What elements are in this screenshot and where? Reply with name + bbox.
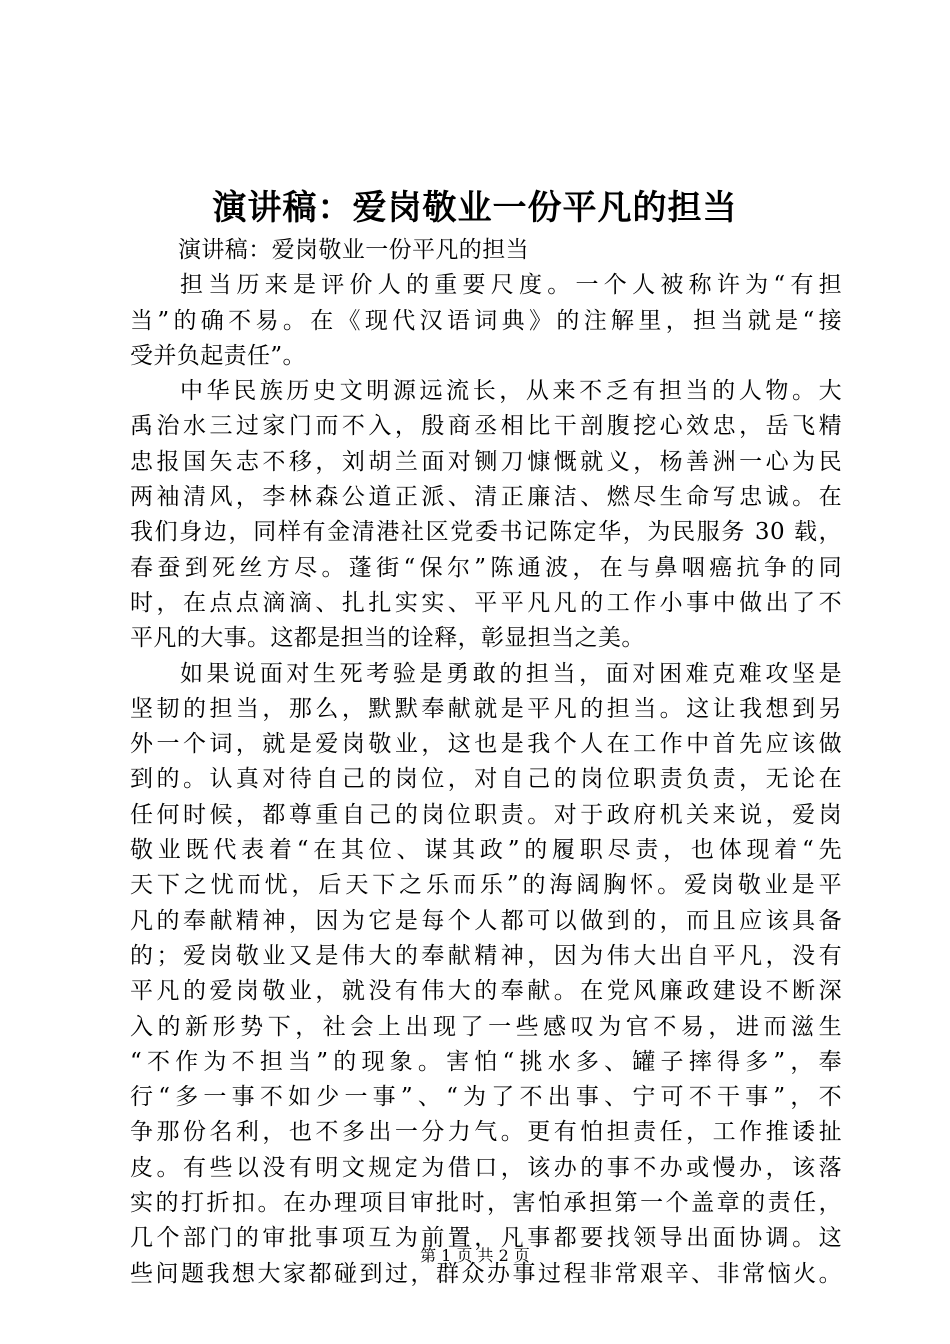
paragraph-line: 凡的奉献精神，因为它是每个人都可以做到的，而且应该具备: [130, 907, 842, 934]
paragraph-line: 时，在点点滴滴、扎扎实实、平平凡凡的工作小事中做出了不: [130, 589, 842, 616]
paragraph-line: 任何时候，都尊重自己的岗位职责。对于政府机关来说，爱岗: [130, 801, 842, 828]
page-number-footer: 第 1 页 共 2 页: [420, 1246, 530, 1265]
paragraph-line: 中华民族历史文明源远流长，从来不乏有担当的人物。大: [180, 378, 842, 405]
paragraph-line: 实的打折扣。在办理项目审批时，害怕承担第一个盖章的责任，: [130, 1190, 842, 1217]
paragraph-line: 皮。有些以没有明文规定为借口，该办的事不办或慢办，该落: [130, 1154, 842, 1181]
paragraph-line: 坚韧的担当，那么，默默奉献就是平凡的担当。这让我想到另: [130, 695, 842, 722]
paragraph-line: 到的。认真对待自己的岗位，对自己的岗位职责负责，无论在: [130, 766, 842, 793]
paragraph-line: 平凡的爱岗敬业，就没有伟大的奉献。在党风廉政建设不断深: [130, 978, 842, 1005]
paragraph-line: 几个部门的审批事项互为前置，凡事都要找领导出面协调。这: [130, 1225, 842, 1252]
paragraph-line: 如果说面对生死考验是勇敢的担当，面对困难克难攻坚是: [180, 660, 842, 687]
paragraph-line: “不作为不担当”的现象。害怕“挑水多、罐子摔得多”，奉: [130, 1048, 842, 1075]
subtitle-line: 演讲稿：爱岗敬业一份平凡的担当: [178, 237, 529, 263]
paragraph-line: 忠报国矢志不移，刘胡兰面对铡刀慷慨就义，杨善洲一心为民: [130, 448, 842, 475]
paragraph-line: 我们身边，同样有金清港社区党委书记陈定华，为民服务 30 载，: [130, 519, 842, 546]
paragraph-line: 春蚕到死丝方尽。蓬街“保尔”陈通波，在与鼻咽癌抗争的同: [130, 554, 842, 581]
paragraph-line: 行“多一事不如少一事”、“为了不出事、宁可不干事”，不: [130, 1084, 842, 1111]
paragraph-line: 两袖清风，李林森公道正派、清正廉洁、燃尽生命写忠诚。在: [130, 484, 842, 511]
paragraph-line: 外一个词，就是爱岗敬业，这也是我个人在工作中首先应该做: [130, 731, 842, 758]
paragraph-line: 敬业既代表着“在其位、谋其政”的履职尽责，也体现着“先: [130, 837, 842, 864]
paragraph-line: 平凡的大事。这都是担当的诠释，彰显担当之美。: [130, 625, 645, 652]
paragraph-line: 受并负起责任”。: [130, 342, 306, 369]
paragraph-line: 禹治水三过家门而不入，殷商丞相比干剖腹挖心效忠，岳飞精: [130, 413, 842, 440]
paragraph-line: 的；爱岗敬业又是伟大的奉献精神，因为伟大出自平凡，没有: [130, 942, 842, 969]
paragraph-line: 天下之忧而忧，后天下之乐而乐”的海阔胸怀。爱岗敬业是平: [130, 872, 842, 899]
document-title: 演讲稿：爱岗敬业一份平凡的担当: [212, 188, 738, 228]
paragraph-line: 入的新形势下，社会上出现了一些感叹为官不易，进而滋生: [130, 1013, 842, 1040]
paragraph-line: 担当历来是评价人的重要尺度。一个人被称许为“有担: [180, 272, 842, 299]
document-body: [130, 233, 842, 1292]
paragraph-line: 些问题我想大家都碰到过，群众办事过程非常艰辛、非常恼火。: [130, 1260, 842, 1287]
paragraph-line: 争那份名利，也不多出一分力气。更有怕担责任，工作推诿扯: [130, 1119, 842, 1146]
paragraph-line: 当”的确不易。在《现代汉语词典》的注解里，担当就是“接: [130, 307, 842, 334]
